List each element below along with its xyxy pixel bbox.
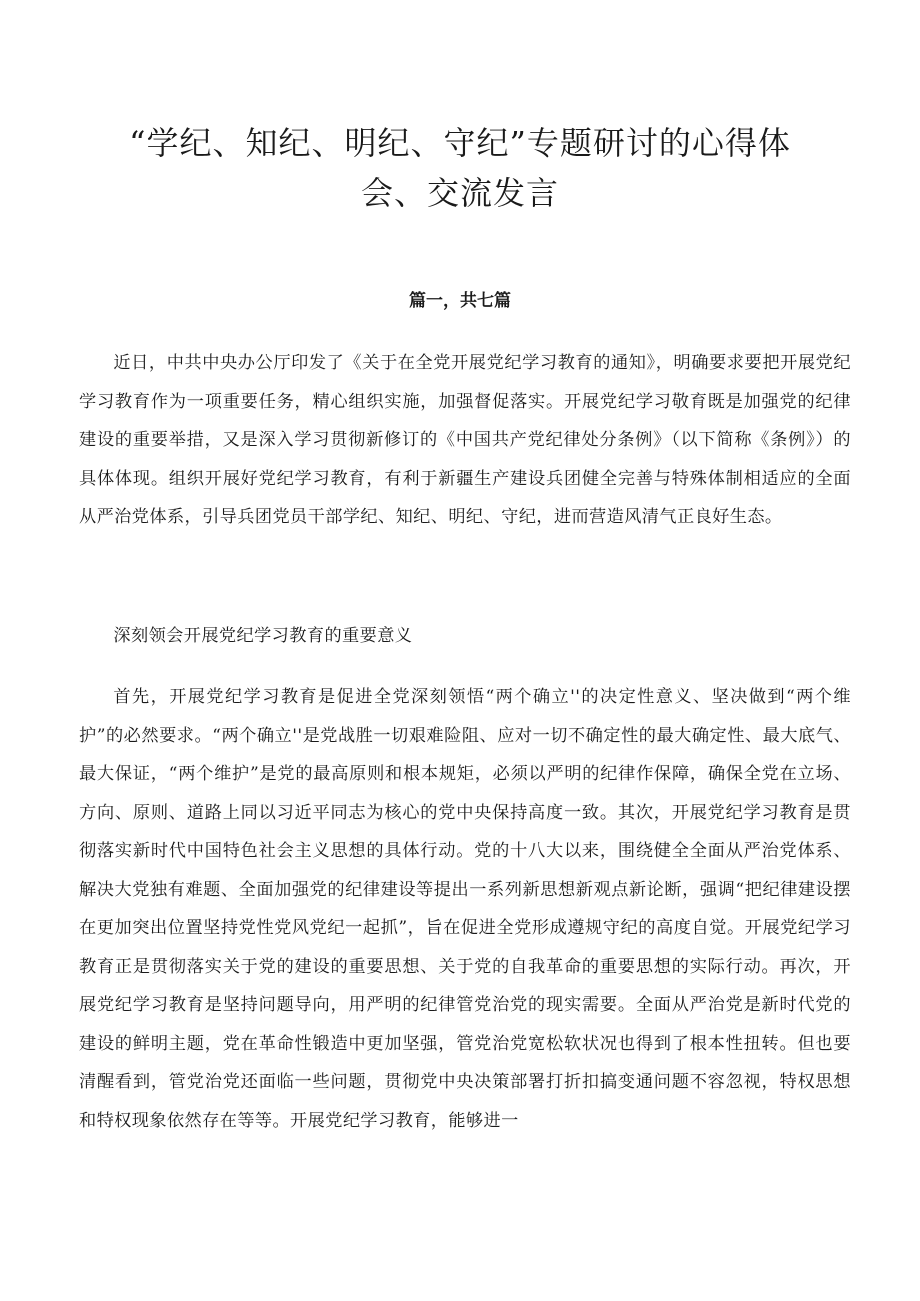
document-title: “学纪、知纪、明纪、守纪”专题研讨的心得体会、交流发言 xyxy=(129,124,791,212)
section-heading: 深刻领会开展党纪学习教育的重要意义 xyxy=(113,626,413,646)
paragraph-body: 首先，开展党纪学习教育是促进全党深刻领悟“两个确立''的决定性意义、坚决做到“两个维护”的必然要求。“两个确立''是党战胜一切艰难险阻、应对一切不确定性的最大确定性、最大底气、最大保证，“两个维护”是党的最高原则和根本规矩，必须以严明的纪律作保障，确保全党在立场、方向、原则、道路上同以习近平同志为核心的党中央保持高度一致。其次，开展党纪学习教育是贯彻落实新时代中国特色社会主义思想的具体行动。党的十八大以来，围绕健全全面从严治党体系、解决大党独有难题、全面加强党的纪律建设等提出一系列新思想新观点新论断，强调“把纪律建设摆在更加突出位置坚持党性党风党纪一起抓”，旨在促进全党形成遵规守纪的高度自觉。开展党纪学习教育正是贯彻落实关于党的建设的重要思想、关于党的自我革命的重要思想的实际行动。再次，开展党纪学习教育是坚持问题导向，用严明的纪律管党治党的现实需要。全面从严治党是新时代党的建设的鲜明主题，党在革命性锻造中更加坚强，管党治党宽松软状况也得到了根本性扭转。但也要清醒看到，管党治党还面临一些问题，贯彻党中央决策部署打折扣搞变通问题不容忽视，特权思想和特权现象依然存在等等。开展党纪学习教育，能够进一 xyxy=(79,687,851,1131)
paragraph-intro: 近日，中共中央办公厅印发了《关于在全党开展党纪学习教育的通知》，明确要求要把开展党纪学习教育作为一项重要任务，精心组织实施，加强督促落实。开展党纪学习敬育既是加强党的纪律建设的重要举措，又是深入学习贯彻新修订的《中国共产党纪律处分条例》（以下简称《条例》）的具体体现。组织开展好党纪学习教育，有利于新疆生产建设兵团健全完善与特殊体制相适应的全面从严治党体系，引导兵团党员干部学纪、知纪、明纪、守纪，进而营造风清气正良好生态。 xyxy=(79,353,851,527)
document-subtitle: 篇一，共七篇 xyxy=(409,291,511,311)
